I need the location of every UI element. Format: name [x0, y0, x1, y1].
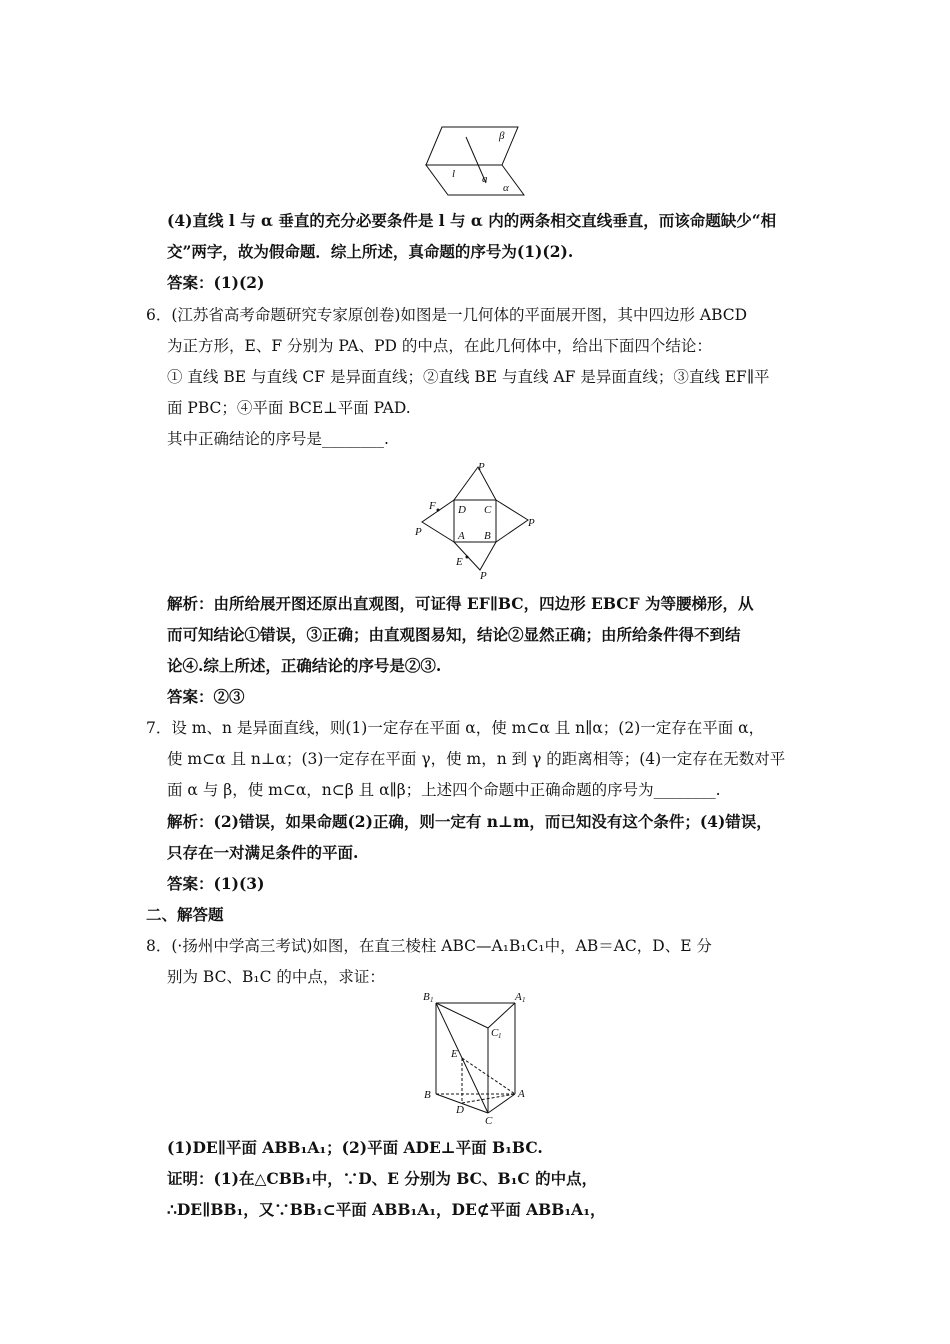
label-b1: B — [423, 991, 430, 1003]
question-8-line-1: 8．(·扬州中学高三考试)如图，在直三棱柱 ABC—A₁B₁C₁中，AB＝AC，D、E 分 — [146, 937, 712, 955]
figure-net — [410, 458, 550, 583]
label-c: C — [484, 504, 492, 516]
question-6-line-2: 为正方形，E、F 分别为 PA、PD 的中点，在此几何体中，给出下面四个结论： — [167, 337, 712, 355]
label-f: F — [429, 500, 436, 512]
section-heading: 二、解答题 — [146, 905, 224, 924]
answer-5: 答案：(1)(2) — [167, 273, 265, 292]
label-p-top: P — [478, 461, 485, 473]
label-a: A — [458, 530, 465, 542]
label-c: C — [485, 1115, 493, 1127]
question-6-line-4: 面 PBC；④平面 BCE⊥平面 PAD. — [167, 399, 411, 417]
solution-6-line-2: 而可知结论①错误，③正确；由直观图易知，结论②显然正确；由所给条件得不到结 — [167, 625, 741, 644]
label-a1: A — [515, 991, 522, 1003]
proof-line-1: 证明：(1)在△CBB₁中，∵D、E 分别为 BC、B₁C 的中点， — [167, 1169, 598, 1188]
question-6-line-3: ① 直线 BE 与直线 CF 是异面直线；②直线 BE 与直线 AF 是异面直线；③直线 EF∥平 — [167, 368, 770, 386]
question-6-line-5: 其中正确结论的序号是________. — [167, 430, 389, 448]
label-alpha: α — [503, 182, 509, 194]
label-d: D — [456, 1104, 464, 1116]
label-a: a — [482, 173, 488, 185]
figure-prism — [420, 988, 535, 1128]
question-6-line-1: 6．(江苏省高考命题研究专家原创卷)如图是一几何体的平面展开图，其中四边形 ABCD — [146, 306, 748, 324]
figure-planes — [420, 123, 530, 198]
proof-line-2: ∴DE∥BB₁，又∵BB₁⊂平面 ABB₁A₁，DE⊄平面 ABB₁A₁， — [167, 1200, 606, 1219]
label-beta: β — [499, 130, 505, 142]
label-b1-sub: 1 — [430, 996, 434, 1004]
solution-6-line-1: 解析：由所给展开图还原出直观图，可证得 EF∥BC，四边形 EBCF 为等腰梯形，从 — [167, 594, 754, 613]
answer-7: 答案：(1)(3) — [167, 874, 265, 893]
text-line-02: 交”两字，故为假命题．综上所述，真命题的序号为(1)(2). — [167, 242, 574, 261]
label-c1: C — [491, 1027, 499, 1039]
solution-7-line-2: 只存在一对满足条件的平面. — [167, 843, 359, 862]
question-7-line-1: 7．设 m、n 是异面直线，则(1)一定存在平面 α，使 m⊂α 且 n∥α；(2)一定存在平面 α， — [146, 719, 765, 737]
label-p-left: P — [415, 526, 422, 538]
label-e: E — [451, 1048, 458, 1060]
solution-6-line-3: 论④.综上所述，正确结论的序号是②③. — [167, 656, 442, 675]
label-b: B — [424, 1089, 431, 1101]
label-p-right: P — [528, 517, 535, 529]
label-c1-sub: 1 — [498, 1032, 502, 1040]
question-8-line-2: 别为 BC、B₁C 的中点，求证： — [167, 968, 385, 986]
label-p-bottom: P — [480, 570, 487, 582]
solution-7-line-1: 解析：(2)错误，如果命题(2)正确，则一定有 n⊥m，而已知没有这个条件；(4)错误， — [167, 812, 772, 831]
question-7-line-2: 使 m⊂α 且 n⊥α；(3)一定存在平面 γ，使 m，n 到 γ 的距离相等；(4)一定存在无数对平 — [167, 750, 786, 768]
label-a1-sub: 1 — [522, 996, 526, 1004]
answer-6: 答案：②③ — [167, 687, 245, 706]
question-7-line-3: 面 α 与 β，使 m⊂α，n⊂β 且 α∥β；上述四个命题中正确命题的序号为________. — [167, 781, 721, 799]
label-e: E — [456, 556, 463, 568]
label-b: B — [484, 530, 491, 542]
text-line-01: (4)直线 l 与 α 垂直的充分必要条件是 l 与 α 内的两条相交直线垂直，而该命题缺少“相 — [167, 211, 777, 230]
label-l: l — [452, 168, 456, 180]
question-8-parts: (1)DE∥平面 ABB₁A₁；(2)平面 ADE⊥平面 B₁BC. — [167, 1138, 543, 1157]
label-a: A — [518, 1088, 525, 1100]
label-d: D — [458, 504, 466, 516]
